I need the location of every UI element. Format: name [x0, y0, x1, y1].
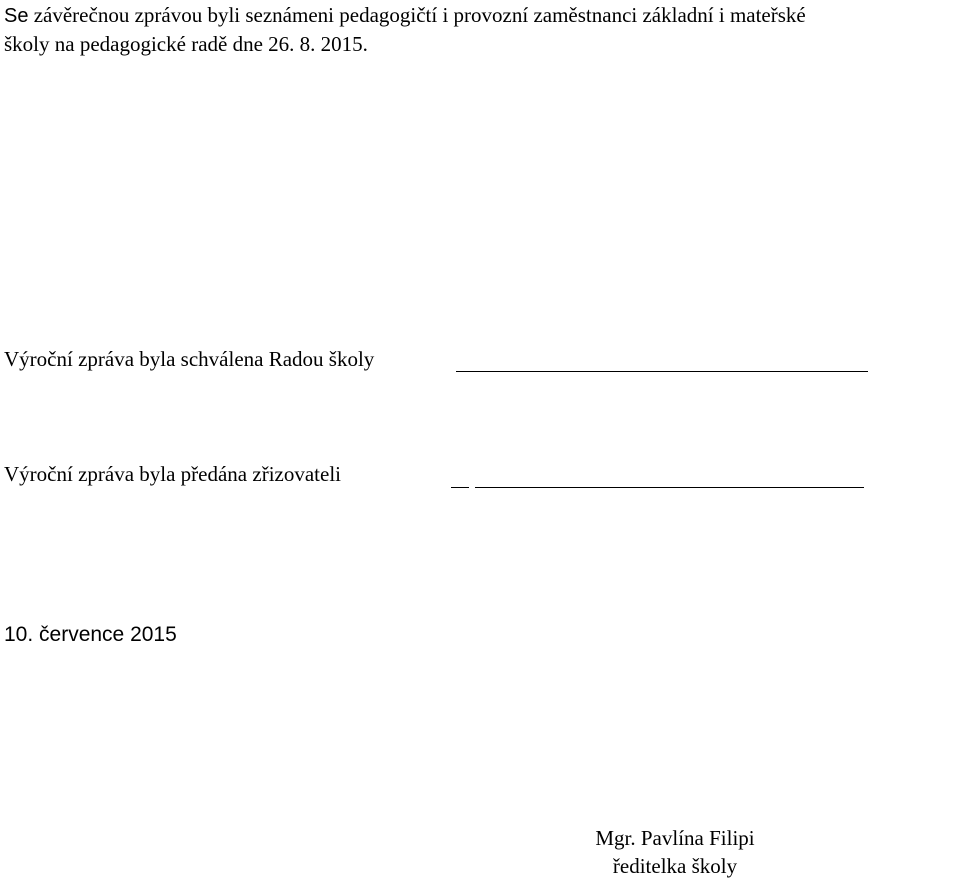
signatory-role: ředitelka školy	[612, 854, 738, 878]
document-date: 10. července 2015	[4, 623, 177, 646]
intro-paragraph	[4, 1, 960, 58]
submission-signature-line	[475, 487, 864, 488]
submission-statement: Výroční zpráva byla předána zřizovateli	[4, 462, 341, 486]
signatory-name: Mgr. Pavlína Filipi	[595, 826, 755, 850]
approval-signature-line	[456, 371, 868, 372]
intro-lead-word: Se	[4, 5, 29, 27]
submission-signature-line-short	[451, 487, 469, 488]
approval-statement: Výroční zpráva byla schválena Radou školy	[4, 347, 375, 371]
intro-text-line2: školy na pedagogické radě dne 26. 8. 2015.	[4, 32, 368, 56]
signature-block	[560, 824, 790, 880]
intro-text-line1: závěrečnou zprávou byli seznámeni pedagogičtí i provozní zaměstnanci základní i mateřské	[28, 3, 806, 27]
